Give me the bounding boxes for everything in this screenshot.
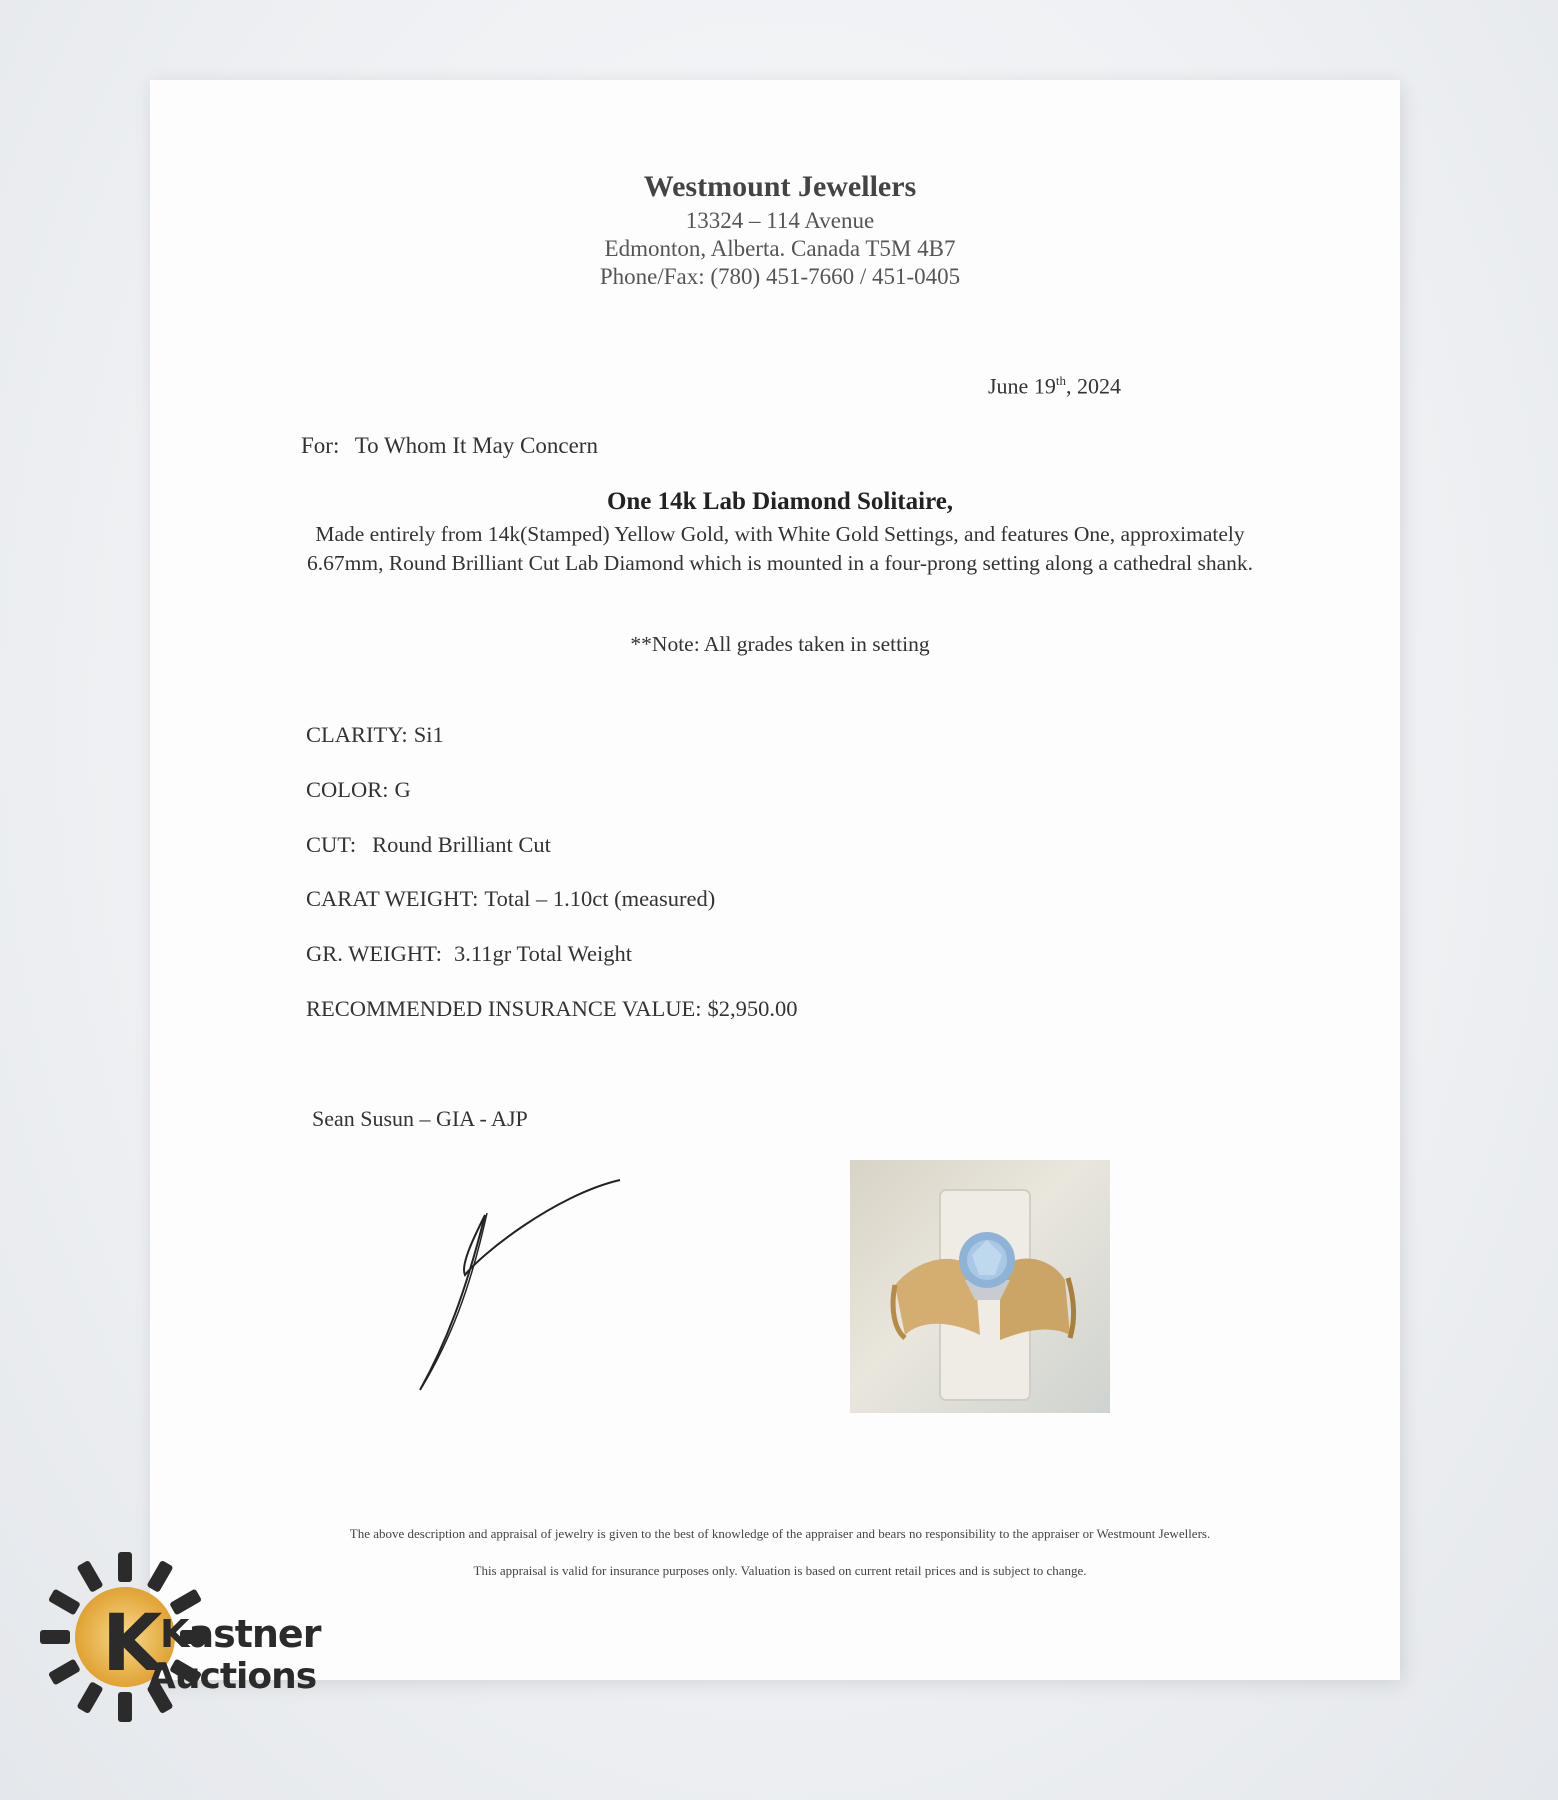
date-suffix: th	[1055, 373, 1066, 388]
appraiser-name: Sean Susun – GIA - AJP	[312, 1106, 528, 1131]
grading-note: **Note: All grades taken in setting	[630, 632, 930, 656]
item-title: One 14k Lab Diamond Solitaire,	[606, 488, 954, 515]
item-description: Made entirely from 14k(Stamped) Yellow Gold, with White Gold Settings, and features One, approximately 6.67mm, Round Brilliant Cut Lab Diamond which is mounted in a four-prong setting along a cathedral shank.	[307, 522, 1253, 575]
company-address: 13324 – 114 Avenue	[685, 208, 875, 233]
recipient-value: To Whom It May Concern	[354, 433, 598, 458]
date-year: , 2024	[1065, 373, 1121, 399]
company-phone: Phone/Fax: (780) 451-7660 / 451-0405	[599, 264, 961, 289]
field-gr-weight	[306, 941, 632, 967]
field-value: Total – 1.10ct (measured)	[484, 886, 716, 911]
field-label: GR. WEIGHT:	[306, 941, 442, 966]
svg-text:K: K	[102, 1599, 163, 1689]
logo-word-kastner: Kastner	[160, 1612, 321, 1656]
recipient-line	[301, 433, 598, 459]
disclaimer-line-2: This appraisal is valid for insurance purposes only. Valuation is based on current retail prices and is subject to change.	[473, 1563, 1087, 1578]
field-label: COLOR:	[306, 777, 389, 802]
field-clarity	[306, 722, 444, 748]
field-value: G	[394, 777, 411, 802]
recipient-label: For:	[301, 433, 340, 458]
company-city: Edmonton, Alberta. Canada T5M 4B7	[604, 236, 956, 261]
ring-illustration	[850, 1160, 1110, 1413]
field-color	[306, 777, 411, 803]
field-label: CARAT WEIGHT:	[306, 886, 479, 911]
appraisal-document	[150, 80, 1400, 1680]
field-insurance-value	[306, 996, 797, 1022]
field-label: CLARITY:	[306, 722, 408, 747]
disclaimer-line-1: The above description and appraisal of jewelry is given to the best of knowledge of the appraiser and bears no responsibility to the appraiser or Westmount Jewellers.	[349, 1526, 1211, 1541]
company-name: Westmount Jewellers	[643, 170, 917, 203]
field-value: 3.11gr Total Weight	[453, 941, 633, 966]
ring-photo	[850, 1160, 1110, 1413]
field-value: Round Brilliant Cut	[372, 832, 551, 857]
signature-image	[405, 1175, 635, 1395]
field-label: RECOMMENDED INSURANCE VALUE:	[306, 996, 702, 1021]
logo-word-auctions: Auctions	[148, 1656, 317, 1697]
field-carat-weight	[306, 886, 715, 912]
field-cut	[306, 832, 551, 858]
field-label: CUT:	[306, 832, 357, 857]
appraisal-date	[988, 373, 1121, 399]
kastner-auctions-logo	[40, 1552, 321, 1722]
field-value: $2,950.00	[707, 996, 798, 1021]
date-month-day: June 19	[988, 373, 1056, 399]
field-value: Si1	[413, 722, 444, 747]
